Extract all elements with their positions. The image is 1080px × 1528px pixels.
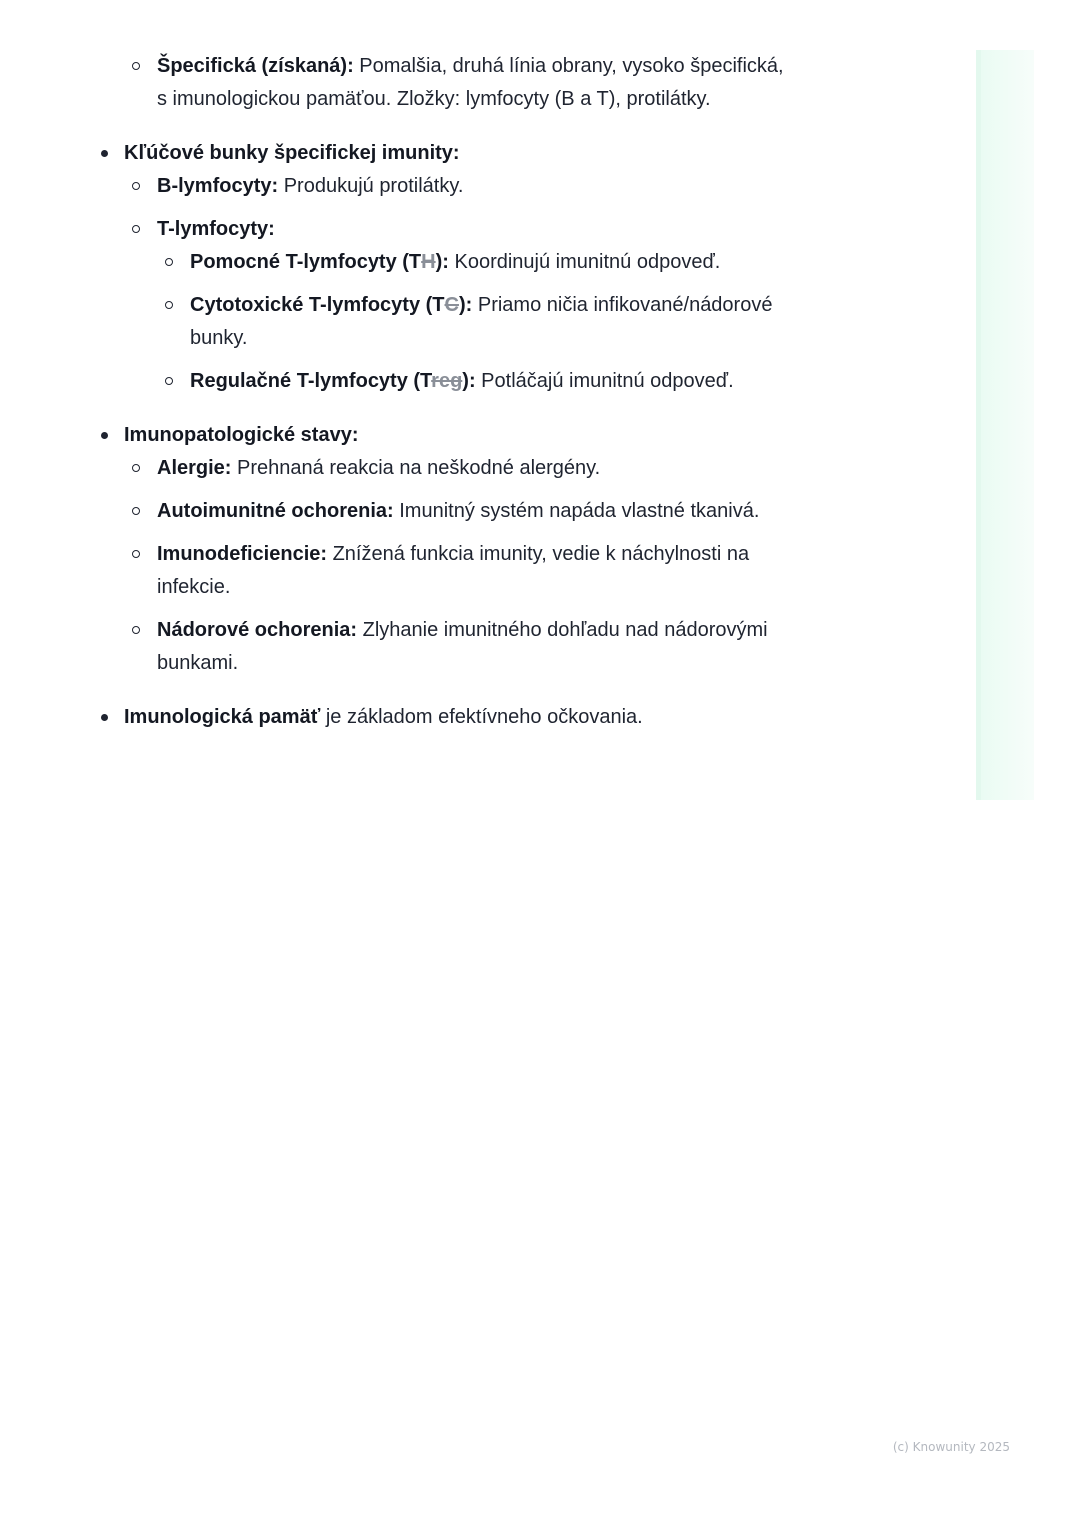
bullet-circle	[165, 258, 173, 266]
list-item-autoimunitne	[0, 495, 900, 528]
list-item-specificka	[0, 50, 900, 83]
struck-subscript: C	[444, 294, 459, 316]
item-label: Autoimunitné ochorenia:	[157, 500, 394, 522]
item-text: s imunologickou pamäťou. Zložky: lymfocyty (B a T), protilátky.	[157, 88, 711, 110]
bullet-circle	[132, 182, 140, 190]
bullet-circle	[132, 464, 140, 472]
item-label: T-lymfocyty:	[157, 218, 275, 240]
bullet-circle	[132, 507, 140, 515]
bullet-circle	[132, 225, 140, 233]
item-label: B-lymfocyty:	[157, 175, 279, 197]
item-text: Znížená funkcia imunity, vedie k náchylnosti na	[327, 543, 750, 565]
item-label: Alergie:	[157, 457, 232, 479]
item-text: bunky.	[190, 327, 248, 349]
item-label: Imunologická pamäť	[124, 706, 321, 728]
item-label-end: ):	[462, 370, 476, 392]
document-body	[0, 50, 900, 734]
bullet-circle	[132, 550, 140, 558]
side-panel	[976, 50, 1034, 800]
item-text: Imunitný systém napáda vlastné tkanivá.	[393, 500, 760, 522]
list-item-pomocne	[0, 246, 900, 279]
item-label: Imunodeficiencie:	[157, 543, 328, 565]
item-text: bunkami.	[157, 652, 239, 674]
item-text: Koordinujú imunitnú odpoveď.	[448, 251, 721, 273]
bullet-circle	[132, 626, 140, 634]
list-item-alergie	[0, 452, 900, 485]
item-label-end: ):	[435, 251, 449, 273]
list-item-b-lymfocyty	[0, 170, 900, 203]
list-item-klucove-bunky	[0, 137, 900, 170]
list-item-nadorove	[0, 614, 900, 647]
bullet-circle	[165, 301, 173, 309]
bullet-disc	[101, 150, 108, 157]
bullet-disc	[101, 714, 108, 721]
item-text: Zlyhanie imunitného dohľadu nad nádorovými	[357, 619, 768, 641]
list-item-imunodeficiencie	[0, 538, 900, 571]
item-label: Nádorové ochorenia:	[157, 619, 358, 641]
list-item-pamat	[0, 701, 900, 734]
struck-subscript: H	[421, 251, 436, 273]
item-label: Špecifická (získaná):	[157, 55, 354, 77]
list-item-t-lymfocyty	[0, 213, 900, 246]
list-item-imunopatologicke	[0, 419, 900, 452]
item-label: Imunopatologické stavy:	[124, 424, 359, 446]
struck-subscript: reg	[431, 370, 463, 392]
copyright-footer: (c) Knowunity 2025	[892, 1440, 1010, 1454]
bullet-circle	[132, 62, 140, 70]
item-label: Pomocné T-lymfocyty (T	[190, 251, 422, 273]
item-label-end: ):	[458, 294, 473, 316]
list-item-cytotoxicke	[0, 289, 900, 322]
bullet-circle	[165, 377, 173, 385]
list-item-continuation	[0, 322, 900, 355]
list-item-continuation	[0, 571, 900, 604]
bullet-disc	[101, 432, 108, 439]
list-item-regulacne	[0, 365, 900, 398]
item-text: infekcie.	[157, 576, 231, 598]
item-label: Cytotoxické T-lymfocyty (T	[190, 294, 445, 316]
item-text: Priamo ničia infikované/nádorové	[472, 294, 773, 316]
item-text: Pomalšia, druhá línia obrany, vysoko špecifická,	[353, 55, 784, 77]
item-text: Produkujú protilátky.	[278, 175, 464, 197]
item-text: Potláčajú imunitnú odpoveď.	[475, 370, 734, 392]
item-label: Kľúčové bunky špecifickej imunity:	[124, 142, 460, 164]
item-text: je základom efektívneho očkovania.	[320, 706, 643, 728]
item-label: Regulačné T-lymfocyty (T	[190, 370, 432, 392]
item-text: Prehnaná reakcia na neškodné alergény.	[231, 457, 601, 479]
list-item-continuation	[0, 83, 900, 116]
list-item-continuation	[0, 647, 900, 680]
